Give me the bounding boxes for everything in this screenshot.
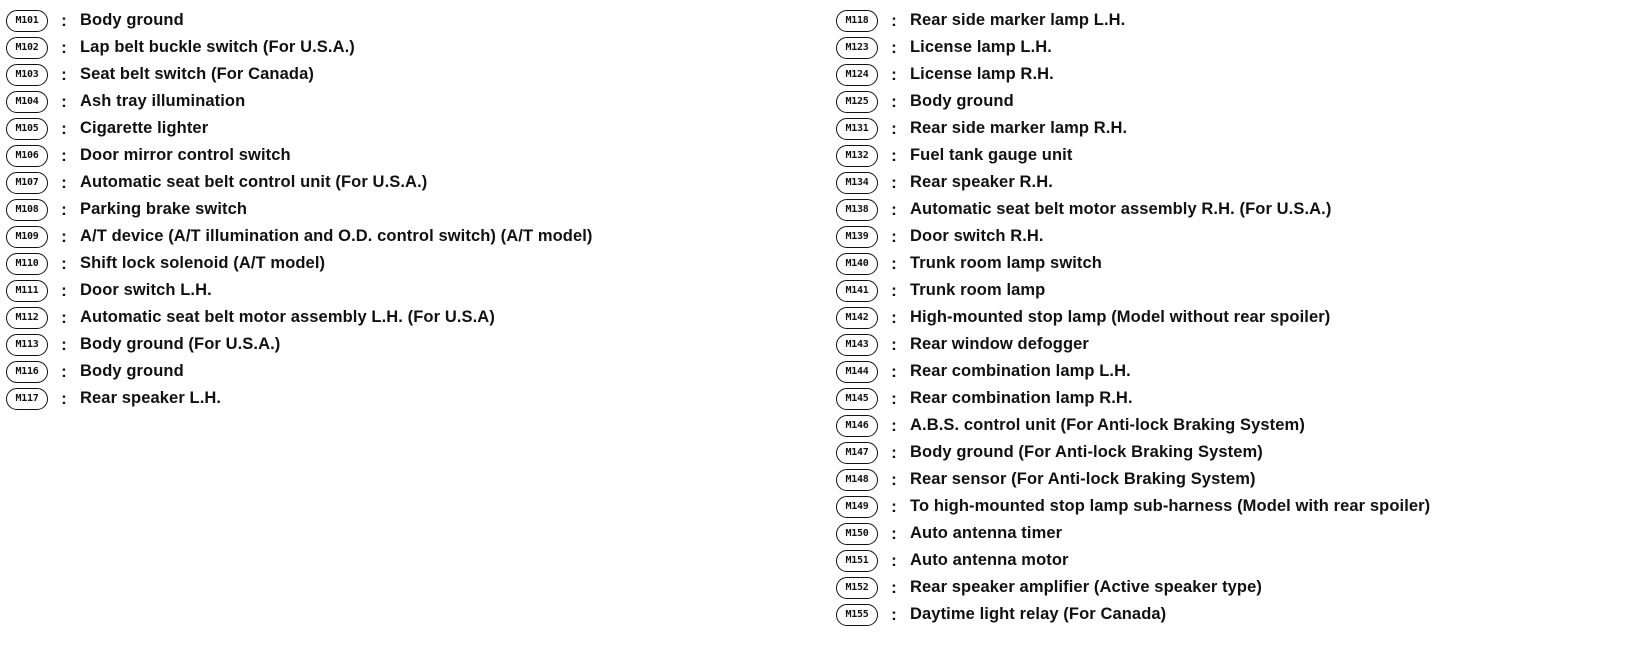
connector-description: Body ground [80,11,184,29]
connector-code-badge: M155 [836,604,878,626]
connector-entry [6,7,593,34]
connector-entry [836,358,1430,385]
connector-code-badge: M113 [6,334,48,356]
connector-entry [836,304,1430,331]
connector-code-badge: M104 [6,91,48,113]
connector-code-badge: M116 [6,361,48,383]
connector-code-badge: M118 [836,10,878,32]
separator-colon: : [891,604,897,624]
separator-colon: : [891,226,897,246]
connector-description: Seat belt switch (For Canada) [80,65,314,83]
connector-description: Rear side marker lamp L.H. [910,11,1126,29]
separator-colon: : [891,145,897,165]
separator-colon: : [891,523,897,543]
connector-description: Body ground (For Anti-lock Braking System) [910,443,1263,461]
connector-entry [6,61,593,88]
connector-code-badge: M134 [836,172,878,194]
separator-colon: : [61,172,67,192]
connector-entry [836,61,1430,88]
separator-colon: : [891,388,897,408]
connector-code-badge: M117 [6,388,48,410]
connector-code-badge: M147 [836,442,878,464]
connector-entry [6,304,593,331]
connector-code-badge: M145 [836,388,878,410]
connector-entry [836,223,1430,250]
connector-description: Rear sensor (For Anti-lock Braking System) [910,470,1256,488]
connector-description: Automatic seat belt control unit (For U.S.A.) [80,173,428,191]
connector-entry [6,169,593,196]
connector-code-badge: M146 [836,415,878,437]
connector-description: Trunk room lamp [910,281,1046,299]
connector-description: Door switch R.H. [910,227,1044,245]
connector-code-badge: M107 [6,172,48,194]
separator-colon: : [61,199,67,219]
connector-entry [836,466,1430,493]
separator-colon: : [61,307,67,327]
connector-code-badge: M144 [836,361,878,383]
connector-code-badge: M132 [836,145,878,167]
connector-entry [836,277,1430,304]
connector-entry [836,169,1430,196]
connector-description: Rear window defogger [910,335,1089,353]
connector-entry [836,601,1430,628]
separator-colon: : [891,550,897,570]
separator-colon: : [61,334,67,354]
connector-entry [836,385,1430,412]
connector-code-badge: M102 [6,37,48,59]
connector-description: Daytime light relay (For Canada) [910,605,1167,623]
connector-description: Automatic seat belt motor assembly R.H. (For U.S.A.) [910,200,1332,218]
connector-description: A/T device (A/T illumination and O.D. control switch) (A/T model) [80,227,593,245]
connector-description: Ash tray illumination [80,92,246,110]
separator-colon: : [891,361,897,381]
connector-entry [836,142,1430,169]
connector-entry [836,196,1430,223]
connector-description: Rear combination lamp R.H. [910,389,1133,407]
separator-colon: : [891,91,897,111]
connector-description: Auto antenna motor [910,551,1069,569]
connector-entry [836,547,1430,574]
connector-description: A.B.S. control unit (For Anti-lock Braking System) [910,416,1305,434]
connector-code-badge: M152 [836,577,878,599]
separator-colon: : [891,172,897,192]
separator-colon: : [61,280,67,300]
connector-code-badge: M149 [836,496,878,518]
separator-colon: : [891,307,897,327]
connector-code-badge: M123 [836,37,878,59]
connector-entry [6,115,593,142]
connector-list-left [6,7,593,412]
connector-entry [6,88,593,115]
separator-colon: : [891,415,897,435]
connector-description: Automatic seat belt motor assembly L.H. (For U.S.A) [80,308,495,326]
connector-code-badge: M108 [6,199,48,221]
connector-description: License lamp L.H. [910,38,1052,56]
separator-colon: : [891,10,897,30]
connector-entry [836,574,1430,601]
connector-description: Rear speaker amplifier (Active speaker type) [910,578,1262,596]
separator-colon: : [61,118,67,138]
separator-colon: : [61,37,67,57]
connector-code-badge: M142 [836,307,878,329]
separator-colon: : [891,253,897,273]
connector-code-badge: M150 [836,523,878,545]
connector-description: Trunk room lamp switch [910,254,1102,272]
separator-colon: : [61,10,67,30]
connector-entry [836,88,1430,115]
connector-entry [6,331,593,358]
connector-entry [836,439,1430,466]
connector-code-badge: M105 [6,118,48,140]
connector-code-badge: M110 [6,253,48,275]
connector-description: Body ground [910,92,1014,110]
connector-entry [6,142,593,169]
separator-colon: : [891,280,897,300]
connector-code-badge: M151 [836,550,878,572]
connector-description: Door mirror control switch [80,146,291,164]
connector-code-badge: M109 [6,226,48,248]
connector-code-badge: M106 [6,145,48,167]
separator-colon: : [891,496,897,516]
separator-colon: : [891,469,897,489]
connector-code-badge: M112 [6,307,48,329]
connector-entry [836,34,1430,61]
connector-description: To high-mounted stop lamp sub-harness (Model with rear spoiler) [910,497,1431,515]
separator-colon: : [61,64,67,84]
separator-colon: : [61,226,67,246]
connector-code-badge: M143 [836,334,878,356]
connector-entry [836,412,1430,439]
connector-entry [6,385,593,412]
connector-code-badge: M101 [6,10,48,32]
connector-description: Cigarette lighter [80,119,209,137]
separator-colon: : [891,334,897,354]
connector-code-badge: M111 [6,280,48,302]
connector-code-badge: M141 [836,280,878,302]
connector-entry [836,331,1430,358]
separator-colon: : [61,145,67,165]
connector-entry [6,34,593,61]
connector-description: Rear combination lamp L.H. [910,362,1131,380]
connector-code-badge: M124 [836,64,878,86]
connector-description: High-mounted stop lamp (Model without rear spoiler) [910,308,1331,326]
separator-colon: : [891,577,897,597]
connector-description: Door switch L.H. [80,281,212,299]
connector-description: Body ground (For U.S.A.) [80,335,281,353]
connector-description: Shift lock solenoid (A/T model) [80,254,326,272]
connector-list-right [836,7,1430,628]
connector-code-badge: M139 [836,226,878,248]
separator-colon: : [891,37,897,57]
connector-description: Lap belt buckle switch (For U.S.A.) [80,38,355,56]
connector-description: Parking brake switch [80,200,248,218]
connector-code-badge: M140 [836,253,878,275]
connector-code-badge: M125 [836,91,878,113]
connector-entry [6,223,593,250]
connector-code-badge: M131 [836,118,878,140]
connector-entry [836,520,1430,547]
separator-colon: : [61,91,67,111]
connector-entry [6,196,593,223]
separator-colon: : [61,361,67,381]
separator-colon: : [891,64,897,84]
connector-description: Rear side marker lamp R.H. [910,119,1128,137]
connector-description: Body ground [80,362,184,380]
connector-code-badge: M148 [836,469,878,491]
connector-description: Rear speaker R.H. [910,173,1053,191]
connector-code-badge: M103 [6,64,48,86]
separator-colon: : [891,118,897,138]
connector-entry [6,277,593,304]
separator-colon: : [61,253,67,273]
connector-entry [6,250,593,277]
connector-entry [836,7,1430,34]
connector-description: Auto antenna timer [910,524,1063,542]
connector-description: License lamp R.H. [910,65,1054,83]
separator-colon: : [61,388,67,408]
connector-description: Fuel tank gauge unit [910,146,1073,164]
separator-colon: : [891,199,897,219]
connector-entry [836,493,1430,520]
connector-code-badge: M138 [836,199,878,221]
connector-entry [836,250,1430,277]
connector-entry [6,358,593,385]
separator-colon: : [891,442,897,462]
connector-description: Rear speaker L.H. [80,389,222,407]
connector-entry [836,115,1430,142]
